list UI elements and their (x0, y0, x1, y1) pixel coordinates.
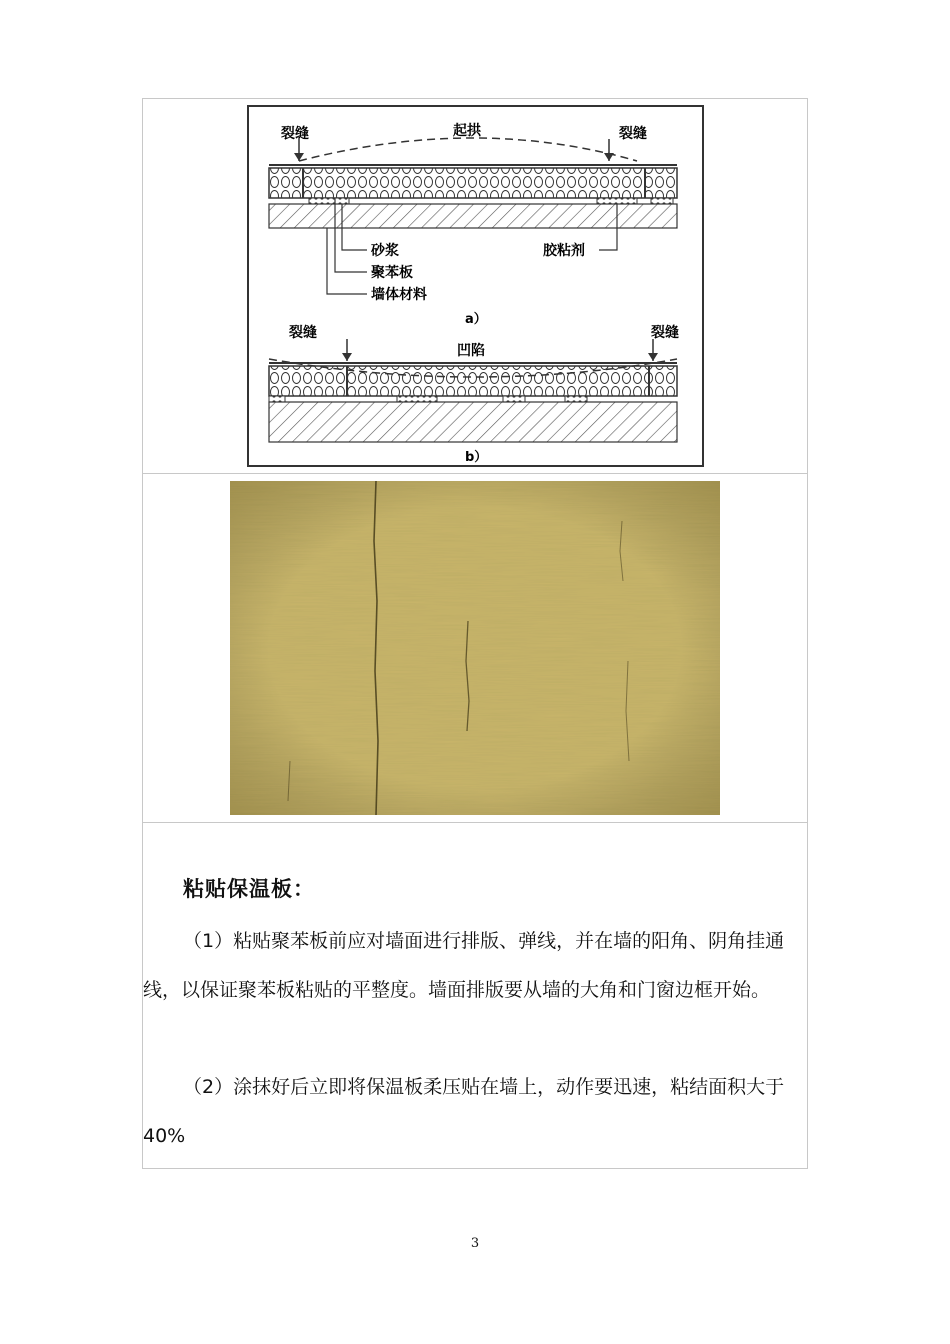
paragraph-1-text: （1）粘贴聚苯板前应对墙面进行排版、弹线，并在墙的阳角、阴角挂通线，以保证聚苯板粘贴的平整度。墙面排版要从墙的大角和门窗边框开始。 (143, 930, 785, 1001)
caption-a: a） (465, 312, 487, 327)
crack-diagram (247, 105, 704, 467)
label-arch: 起拱 (453, 123, 481, 139)
label-sag: 凹陷 (457, 343, 485, 359)
text-row (143, 823, 807, 1168)
label-crack-right-b: 裂缝 (651, 325, 679, 341)
label-wall: 墙体材料 (371, 287, 427, 303)
paragraph-2 (143, 1063, 807, 1161)
cracked-wall-photo (230, 481, 720, 815)
label-eps: 聚苯板 (371, 265, 413, 281)
caption-b: b） (465, 450, 488, 465)
label-crack-left-b: 裂缝 (289, 325, 317, 341)
label-crack-left-a: 裂缝 (281, 126, 309, 142)
page-number: 3 (470, 1236, 480, 1251)
label-crack-right-a: 裂缝 (619, 126, 647, 142)
paragraph-1 (143, 917, 807, 1015)
label-mortar: 砂浆 (371, 243, 399, 259)
label-adhesive: 胶粘剂 (543, 243, 585, 259)
photo-row (143, 474, 807, 823)
paragraph-2-text: （2）涂抹好后立即将保温板柔压贴在墙上，动作要迅速，粘结面积大于 40% (143, 1076, 785, 1147)
section-heading: 粘贴保温板： (183, 877, 315, 901)
content-table (142, 98, 808, 1169)
diagram-row (143, 99, 807, 474)
